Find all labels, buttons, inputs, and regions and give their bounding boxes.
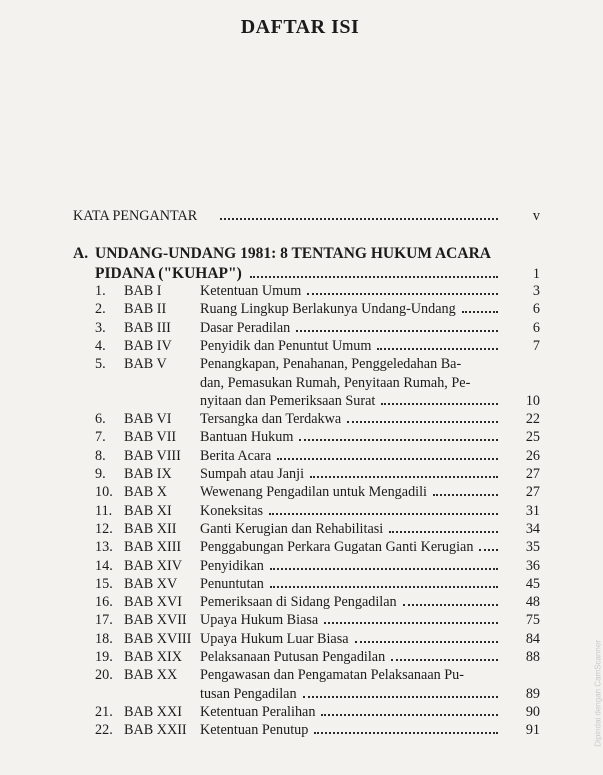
page-number: 27 xyxy=(525,466,540,482)
chapter-label: BAB III xyxy=(124,319,171,336)
toc-entry-row xyxy=(0,428,600,446)
dot-leader xyxy=(355,641,498,643)
entry-number: 8. xyxy=(95,447,106,464)
entry-title: Wewenang Pengadilan untuk Mengadili xyxy=(200,484,427,501)
preface-label: KATA PENGANTAR xyxy=(73,208,198,224)
entry-number: 16. xyxy=(95,594,113,611)
toc-entry-row xyxy=(0,337,600,355)
page-number: 7 xyxy=(532,337,540,354)
page-number: 48 xyxy=(525,594,540,611)
dot-leader xyxy=(270,586,498,588)
entry-number: 6. xyxy=(95,411,106,428)
toc-entry-row xyxy=(0,355,600,373)
toc-entry-row xyxy=(0,685,600,703)
dot-leader xyxy=(381,403,498,405)
entry-number: 7. xyxy=(95,429,106,446)
dot-leader xyxy=(277,458,498,460)
entry-title: Ruang Lingkup Berlakunya Undang-Undang xyxy=(200,301,456,318)
page-number: 1 xyxy=(532,266,540,282)
toc-entry-row xyxy=(0,483,600,501)
toc-entry-row xyxy=(0,374,600,392)
section-marker: A. xyxy=(73,245,89,262)
entry-title: Dasar Peradilan xyxy=(200,319,291,336)
dot-leader xyxy=(324,622,498,624)
dot-leader xyxy=(377,348,498,350)
entry-number: 11. xyxy=(95,502,113,519)
toc-entry-row xyxy=(0,520,600,538)
dot-leader xyxy=(433,494,498,496)
chapter-label: BAB XIV xyxy=(124,557,182,574)
chapter-label: BAB XX xyxy=(124,667,178,684)
toc-entry-row xyxy=(0,392,600,410)
dot-leader xyxy=(391,659,498,661)
entry-title: Pengawasan dan Pengamatan Pelaksanaan Pu- xyxy=(200,667,464,684)
page-number: 36 xyxy=(525,557,540,574)
chapter-label: BAB XII xyxy=(124,520,177,537)
page-number: 6 xyxy=(532,319,540,336)
entry-number: 2. xyxy=(95,301,106,318)
toc-entry-row xyxy=(0,410,600,428)
entry-title: Ketentuan Umum xyxy=(200,283,302,299)
entry-number: 13. xyxy=(95,539,113,556)
page-number: 31 xyxy=(525,502,540,519)
entry-title: Ketentuan Peralihan xyxy=(200,703,316,720)
entry-title: tusan Pengadilan xyxy=(200,685,297,702)
page-title: DAFTAR ISI xyxy=(240,16,360,38)
entry-title: Berita Acara xyxy=(200,447,272,464)
dot-leader xyxy=(403,604,498,606)
dot-leader xyxy=(321,714,498,716)
toc-entry-row xyxy=(0,703,600,721)
entry-number: 15. xyxy=(95,575,113,592)
toc-entry-row xyxy=(0,502,600,520)
chapter-label: BAB XIX xyxy=(124,649,182,665)
dot-leader xyxy=(347,421,498,423)
section-heading-line1: UNDANG-UNDANG 1981: 8 TENTANG HUKUM ACARA xyxy=(95,245,491,262)
dot-leader xyxy=(250,276,498,278)
dot-leader xyxy=(296,330,498,332)
section-heading-line2: PIDANA ("KUHAP") xyxy=(95,265,242,282)
entry-title: Bantuan Hukum xyxy=(200,429,294,446)
dot-leader xyxy=(310,476,498,478)
page-number: 89 xyxy=(525,685,540,702)
chapter-label: BAB IX xyxy=(124,466,172,482)
entry-number: 17. xyxy=(95,612,113,629)
toc-entry-row xyxy=(0,300,600,318)
page-number: 6 xyxy=(532,301,540,318)
entry-title: Ketentuan Penutup xyxy=(200,722,309,739)
entry-number: 5. xyxy=(95,356,106,373)
chapter-label: BAB IV xyxy=(124,337,172,354)
dot-leader xyxy=(307,293,498,295)
dot-leader xyxy=(270,568,498,570)
entry-title: Upaya Hukum Biasa xyxy=(200,612,319,629)
toc-entry-row xyxy=(0,557,600,575)
entry-number: 14. xyxy=(95,557,113,574)
chapter-label: BAB XV xyxy=(124,575,178,592)
entry-number: 4. xyxy=(95,337,106,354)
page-number: 84 xyxy=(525,630,540,647)
dot-leader xyxy=(220,218,498,220)
chapter-label: BAB XVI xyxy=(124,594,182,611)
entry-title: Penyidik dan Penuntut Umum xyxy=(200,337,372,354)
chapter-label: BAB XI xyxy=(124,502,172,519)
entry-number: 10. xyxy=(95,484,113,501)
entry-number: 20. xyxy=(95,667,113,684)
dot-leader xyxy=(462,311,498,313)
page-number: 3 xyxy=(532,283,540,299)
page-number: 45 xyxy=(525,575,540,592)
toc-entry-row xyxy=(0,538,600,556)
toc-entry-row xyxy=(0,575,600,593)
entry-title: nyitaan dan Pemeriksaan Surat xyxy=(200,392,376,409)
toc-entry-row xyxy=(0,666,600,684)
entry-title: Pelaksanaan Putusan Pengadilan xyxy=(200,649,386,665)
entry-title: Penangkapan, Penahanan, Penggeledahan Ba- xyxy=(200,356,462,373)
dot-leader xyxy=(269,513,498,515)
entry-number: 22. xyxy=(95,722,113,739)
toc-entry-row xyxy=(0,648,600,666)
page-number: v xyxy=(532,208,540,224)
entry-title: Upaya Hukum Luar Biasa xyxy=(200,630,349,647)
chapter-label: BAB VII xyxy=(124,429,177,446)
toc-entry-row xyxy=(0,721,600,739)
chapter-label: BAB XXI xyxy=(124,703,182,720)
page-number: 34 xyxy=(525,520,540,537)
page-number: 91 xyxy=(525,722,540,739)
toc-entry-row xyxy=(0,630,600,648)
toc-entry-row xyxy=(0,611,600,629)
page-number: 88 xyxy=(525,649,540,665)
page-number: 35 xyxy=(525,539,540,556)
chapter-label: BAB I xyxy=(124,283,162,299)
page-number: 10 xyxy=(525,392,540,409)
dot-leader xyxy=(479,549,498,551)
entry-title: Tersangka dan Terdakwa xyxy=(200,411,342,428)
chapter-label: BAB XXII xyxy=(124,722,187,739)
scanner-watermark: Dipindai dengan CamScanner xyxy=(594,640,603,747)
page-number: 25 xyxy=(525,429,540,446)
dot-leader xyxy=(314,732,498,734)
page-number: 75 xyxy=(525,612,540,629)
dot-leader xyxy=(299,439,498,441)
entry-number: 19. xyxy=(95,649,113,665)
toc-entry-row xyxy=(0,282,600,300)
entry-title: Penuntutan xyxy=(200,575,264,592)
entry-title: Sumpah atau Janji xyxy=(200,466,305,482)
chapter-label: BAB X xyxy=(124,484,167,501)
toc-entry-row xyxy=(0,465,600,483)
dot-leader xyxy=(389,531,498,533)
section-heading-row-2 xyxy=(0,265,600,283)
chapter-label: BAB VIII xyxy=(124,447,181,464)
chapter-label: BAB II xyxy=(124,301,167,318)
entry-title: Ganti Kerugian dan Rehabilitasi xyxy=(200,520,384,537)
entry-title: Penyidikan xyxy=(200,557,264,574)
entry-number: 21. xyxy=(95,703,113,720)
entry-number: 9. xyxy=(95,466,106,482)
entry-number: 1. xyxy=(95,283,106,299)
dot-leader xyxy=(303,696,498,698)
toc-preface-row xyxy=(0,207,600,225)
chapter-label: BAB XVIII xyxy=(124,630,192,647)
entry-title: Koneksitas xyxy=(200,502,264,519)
toc-entry-row xyxy=(0,447,600,465)
page-number: 26 xyxy=(525,447,540,464)
entry-title: dan, Pemasukan Rumah, Penyitaan Rumah, Pe- xyxy=(200,374,471,391)
page-number: 22 xyxy=(525,411,540,428)
chapter-label: BAB XVII xyxy=(124,612,187,629)
toc-entry-row xyxy=(0,593,600,611)
chapter-label: BAB XIII xyxy=(124,539,182,556)
page-number: 90 xyxy=(525,703,540,720)
entry-title: Penggabungan Perkara Gugatan Ganti Kerugian xyxy=(200,539,474,556)
entry-number: 3. xyxy=(95,319,106,336)
entry-number: 18. xyxy=(95,630,113,647)
entry-number: 12. xyxy=(95,520,113,537)
page-number: 27 xyxy=(525,484,540,501)
toc-entry-row xyxy=(0,319,600,337)
entry-title: Pemeriksaan di Sidang Pengadilan xyxy=(200,594,397,611)
section-heading-row xyxy=(0,245,600,263)
chapter-label: BAB VI xyxy=(124,411,172,428)
chapter-label: BAB V xyxy=(124,356,167,373)
